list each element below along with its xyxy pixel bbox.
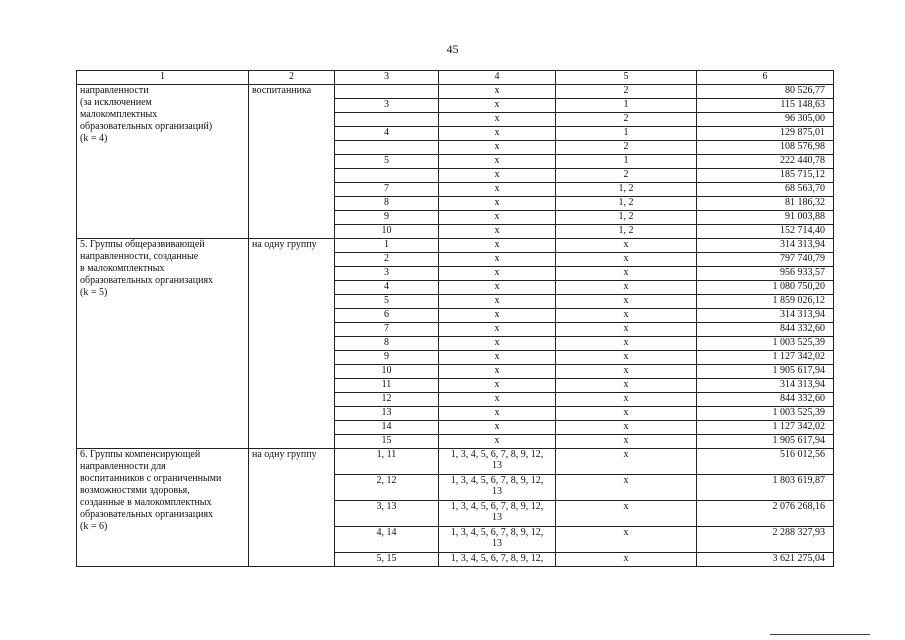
cell-c3: 9: [335, 351, 439, 365]
cell-c5: 1, 2: [556, 197, 697, 211]
cell-c5: х: [556, 337, 697, 351]
header-col-2: 2: [249, 71, 335, 85]
cell-c4: х: [439, 253, 556, 267]
cell-c3: 7: [335, 183, 439, 197]
cell-c4: х: [439, 323, 556, 337]
cell-c6: 96 305,00: [697, 113, 834, 127]
cell-c6: 844 332,60: [697, 323, 834, 337]
cell-c4: х: [439, 281, 556, 295]
cell-c6: 152 714,40: [697, 225, 834, 239]
cell-c3: 8: [335, 337, 439, 351]
cell-c6: 2 288 327,93: [697, 527, 834, 553]
cell-c3: 2: [335, 253, 439, 267]
group-unit: воспитанника: [249, 85, 335, 239]
cell-c4: 1, 3, 4, 5, 6, 7, 8, 9, 12,: [439, 553, 556, 567]
cell-c5: 1: [556, 99, 697, 113]
cell-c4: х: [439, 295, 556, 309]
cell-c5: х: [556, 527, 697, 553]
cell-c5: х: [556, 365, 697, 379]
cell-c6: 797 740,79: [697, 253, 834, 267]
cell-c5: х: [556, 351, 697, 365]
cell-c3: 15: [335, 435, 439, 449]
group-label: направленности (за исключением малокомплектных образовательных организаций) (k = 4): [77, 85, 249, 239]
cell-c4: х: [439, 141, 556, 155]
cell-c4: х: [439, 113, 556, 127]
cell-c3: 7: [335, 323, 439, 337]
cell-c5: х: [556, 501, 697, 527]
cell-c6: 91 003,88: [697, 211, 834, 225]
group-unit: на одну группу: [249, 449, 335, 567]
cell-c4: х: [439, 211, 556, 225]
cell-c6: 1 003 525,39: [697, 337, 834, 351]
cell-c3: 5, 15: [335, 553, 439, 567]
cell-c6: 1 803 619,87: [697, 475, 834, 501]
group-label: 6. Группы компенсирующей направленности для воспитанников с ограниченными возможностями здоровья, созданные в малокомплектных образовательных организациях (k = 6): [77, 449, 249, 567]
cell-c4: х: [439, 407, 556, 421]
table-body: [77, 85, 834, 567]
cell-c5: 1, 2: [556, 183, 697, 197]
page-number: 45: [446, 42, 459, 56]
table-row: [77, 85, 834, 99]
cell-c5: х: [556, 407, 697, 421]
cell-c4: х: [439, 309, 556, 323]
cell-c6: 314 313,94: [697, 239, 834, 253]
cell-c5: 1, 2: [556, 211, 697, 225]
cell-c5: х: [556, 449, 697, 475]
footer-rule: [770, 634, 870, 635]
cell-c6: 1 905 617,94: [697, 365, 834, 379]
cell-c3: 9: [335, 211, 439, 225]
cell-c5: 2: [556, 141, 697, 155]
cell-c3: 5: [335, 155, 439, 169]
cell-c6: 516 012,56: [697, 449, 834, 475]
cell-c6: 81 186,32: [697, 197, 834, 211]
cell-c6: 129 875,01: [697, 127, 834, 141]
cell-c6: 1 080 750,20: [697, 281, 834, 295]
cell-c4: х: [439, 197, 556, 211]
cell-c6: 3 621 275,04: [697, 553, 834, 567]
header-col-3: 3: [335, 71, 439, 85]
cell-c3: 3: [335, 267, 439, 281]
table-row: [77, 239, 834, 253]
cell-c5: х: [556, 379, 697, 393]
cell-c4: х: [439, 169, 556, 183]
cell-c6: 68 563,70: [697, 183, 834, 197]
cell-c4: х: [439, 365, 556, 379]
header-row: [77, 71, 834, 85]
cell-c5: х: [556, 393, 697, 407]
cell-c4: х: [439, 379, 556, 393]
cell-c6: 1 003 525,39: [697, 407, 834, 421]
cell-c3: [335, 169, 439, 183]
cell-c4: х: [439, 183, 556, 197]
cell-c3: 2, 12: [335, 475, 439, 501]
cell-c6: 844 332,60: [697, 393, 834, 407]
cell-c4: х: [439, 99, 556, 113]
header-col-4: 4: [439, 71, 556, 85]
cell-c5: 1: [556, 127, 697, 141]
cell-c6: 115 148,63: [697, 99, 834, 113]
cell-c3: 1: [335, 239, 439, 253]
header-col-5: 5: [556, 71, 697, 85]
group-unit: на одну группу: [249, 239, 335, 449]
cell-c4: х: [439, 435, 556, 449]
cell-c3: 14: [335, 421, 439, 435]
cell-c4: х: [439, 337, 556, 351]
cell-c5: х: [556, 281, 697, 295]
cell-c4: х: [439, 85, 556, 99]
cell-c4: х: [439, 239, 556, 253]
cell-c6: 222 440,78: [697, 155, 834, 169]
cell-c6: 108 576,98: [697, 141, 834, 155]
cell-c4: х: [439, 155, 556, 169]
cell-c4: х: [439, 225, 556, 239]
cell-c6: 185 715,12: [697, 169, 834, 183]
cell-c5: х: [556, 309, 697, 323]
cell-c3: 3, 13: [335, 501, 439, 527]
cell-c3: 11: [335, 379, 439, 393]
cell-c5: 2: [556, 113, 697, 127]
cell-c3: 6: [335, 309, 439, 323]
cell-c5: х: [556, 435, 697, 449]
cell-c3: 8: [335, 197, 439, 211]
cell-c6: 2 076 268,16: [697, 501, 834, 527]
cell-c3: [335, 113, 439, 127]
cell-c6: 1 127 342,02: [697, 421, 834, 435]
cell-c4: х: [439, 267, 556, 281]
cell-c5: х: [556, 553, 697, 567]
cell-c4: 1, 3, 4, 5, 6, 7, 8, 9, 12, 13: [439, 449, 556, 475]
cell-c4: х: [439, 421, 556, 435]
cell-c6: 1 905 617,94: [697, 435, 834, 449]
cell-c3: 4: [335, 281, 439, 295]
cell-c3: [335, 141, 439, 155]
cell-c3: [335, 85, 439, 99]
cell-c5: 2: [556, 85, 697, 99]
cell-c3: 10: [335, 225, 439, 239]
cell-c3: 1, 11: [335, 449, 439, 475]
cell-c3: 13: [335, 407, 439, 421]
cell-c4: х: [439, 351, 556, 365]
cell-c4: 1, 3, 4, 5, 6, 7, 8, 9, 12, 13: [439, 527, 556, 553]
cell-c3: 12: [335, 393, 439, 407]
cell-c3: 10: [335, 365, 439, 379]
cell-c5: х: [556, 295, 697, 309]
header-col-1: 1: [77, 71, 249, 85]
cell-c5: 1: [556, 155, 697, 169]
cell-c4: 1, 3, 4, 5, 6, 7, 8, 9, 12, 13: [439, 475, 556, 501]
cell-c5: х: [556, 253, 697, 267]
cell-c6: 1 127 342,02: [697, 351, 834, 365]
cell-c3: 5: [335, 295, 439, 309]
cell-c4: х: [439, 393, 556, 407]
table-row: [77, 449, 834, 475]
group-label: 5. Группы общеразвивающей направленности, созданные в малокомплектных образовательных организациях (k = 5): [77, 239, 249, 449]
tariff-table: [76, 70, 834, 567]
cell-c5: х: [556, 239, 697, 253]
cell-c6: 314 313,94: [697, 309, 834, 323]
cell-c6: 80 526,77: [697, 85, 834, 99]
cell-c6: 956 933,57: [697, 267, 834, 281]
cell-c4: 1, 3, 4, 5, 6, 7, 8, 9, 12, 13: [439, 501, 556, 527]
cell-c5: х: [556, 421, 697, 435]
cell-c5: 2: [556, 169, 697, 183]
cell-c5: х: [556, 323, 697, 337]
cell-c5: х: [556, 475, 697, 501]
cell-c6: 314 313,94: [697, 379, 834, 393]
cell-c3: 3: [335, 99, 439, 113]
cell-c6: 1 859 026,12: [697, 295, 834, 309]
cell-c3: 4: [335, 127, 439, 141]
cell-c3: 4, 14: [335, 527, 439, 553]
cell-c4: х: [439, 127, 556, 141]
header-col-6: 6: [697, 71, 834, 85]
cell-c5: х: [556, 267, 697, 281]
cell-c5: 1, 2: [556, 225, 697, 239]
